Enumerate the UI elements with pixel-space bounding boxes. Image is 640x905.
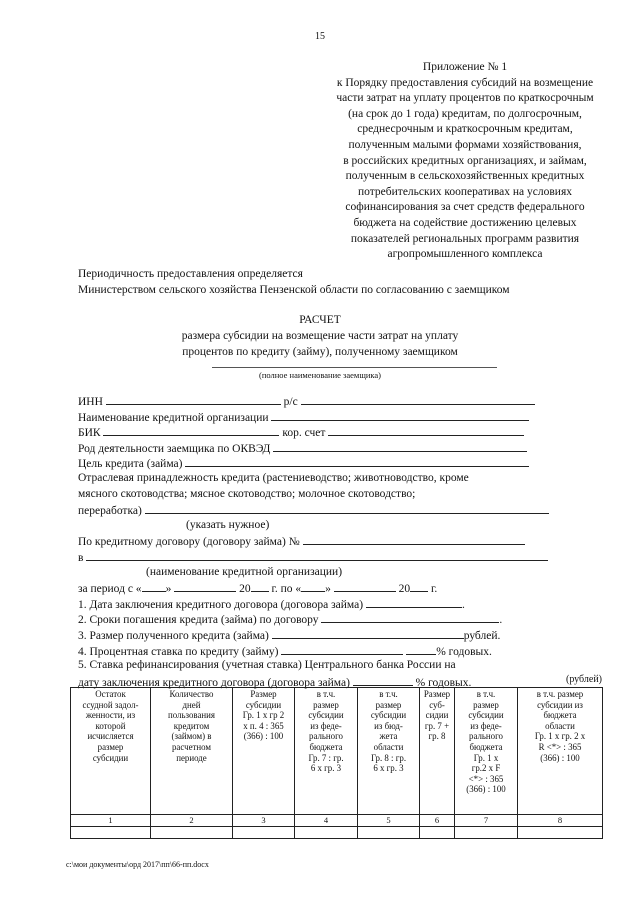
period-from-month[interactable] — [174, 580, 236, 592]
column-header: в т.ч. размер субсидии из феде- рального бюджета Гр. 7 : гр. 6 х гр. 3 — [295, 688, 358, 815]
contract-field[interactable] — [303, 533, 525, 545]
item-3-row — [78, 627, 549, 643]
table-header-row — [71, 688, 603, 815]
item-3-field[interactable] — [272, 627, 464, 639]
column-header: в т.ч. размер субсидии из бюд- жета области Гр. 8 : гр. 6 х гр. 3 — [358, 688, 420, 815]
page-number: 15 — [315, 31, 325, 42]
industry-row-1 — [78, 471, 549, 487]
column-number: 2 — [151, 815, 233, 827]
column-number: 4 — [295, 815, 358, 827]
okved-label: Род деятельности заемщика по ОКВЭД — [78, 442, 271, 455]
rs-field[interactable] — [301, 393, 535, 405]
year-prefix: 20 — [398, 583, 411, 596]
period-row — [78, 580, 549, 596]
subsidy-table — [70, 687, 603, 839]
kor-label: кор. счет — [282, 427, 326, 440]
periodicity-note — [78, 267, 510, 298]
column-header: в т.ч. размер субсидии из феде- рального бюджета Гр. 1 х гр.2 х F <*> : 365 (366) : 100 — [455, 688, 518, 815]
appendix-line: (на срок до 1 года) кредитам, по долгосрочным, — [348, 107, 582, 120]
purpose-field[interactable] — [185, 455, 529, 467]
column-number: 6 — [420, 815, 455, 827]
column-header: Размер субсидии Гр. 1 х гр 2 х п. 4 : 365 (366) : 100 — [233, 688, 295, 815]
industry-field[interactable] — [145, 502, 549, 514]
table-cell[interactable] — [233, 827, 295, 839]
subtitle-line-1: размера субсидии на возмещение части затрат на уплату — [181, 330, 459, 342]
appendix-line: софинансирования за счет средств федерального — [345, 201, 585, 214]
year-prefix: 20 — [239, 583, 251, 596]
column-number: 8 — [518, 815, 603, 827]
period-to-year[interactable] — [410, 580, 428, 592]
borrower-name-line[interactable] — [212, 367, 497, 368]
bik-label: БИК — [78, 427, 101, 440]
inn-label: ИНН — [78, 396, 103, 408]
specify-note: (указать нужное) — [186, 518, 270, 531]
industry-label-2: мясного скотоводства; мясное скотоводство; молочное скотоводство; — [78, 487, 416, 500]
column-header: в т.ч. размер субсидии из бюджета области Гр. 1 х гр. 2 х R <*> : 365 (366) : 100 — [518, 688, 603, 815]
period-from-day[interactable] — [142, 580, 166, 592]
item-4-field-b[interactable] — [406, 643, 436, 655]
table-cell[interactable] — [295, 827, 358, 839]
period-to-day[interactable] — [301, 580, 325, 592]
table-cell[interactable] — [71, 827, 151, 839]
appendix-line: среднесрочным и краткосрочным кредитам, — [357, 123, 573, 136]
okved-field[interactable] — [273, 440, 527, 452]
table-cell[interactable] — [420, 827, 455, 839]
industry-row-3 — [78, 502, 549, 518]
item-4-field-a[interactable] — [281, 643, 403, 655]
column-number: 1 — [71, 815, 151, 827]
appendix-line: потребительских кооперативах на условиях — [358, 185, 572, 198]
item-2-row: 2. Сроки погашения кредита (займа) по договору . — [78, 611, 549, 627]
credit-org-field[interactable] — [271, 409, 529, 421]
quote-close: » — [165, 583, 172, 596]
period-from-label: за период с « — [78, 583, 142, 596]
okved-row — [78, 440, 549, 456]
appendix-line: бюджета на содействие достижению целевых — [353, 216, 577, 229]
column-header: Размер суб- сидии гр. 7 + гр. 8 — [420, 688, 455, 815]
appendix-line: полученным в сельскохозяйственных кредитных — [345, 170, 585, 183]
periodicity-line-2: Министерством сельского хозяйства Пензенской области по согласованию с заемщиком — [78, 283, 510, 296]
item-2-label: 2. Сроки погашения кредита (займа) по договору — [78, 614, 319, 627]
item-4-label: 4. Процентная ставка по кредиту (займу) — [78, 645, 279, 658]
industry-row-2 — [78, 487, 549, 503]
column-number: 5 — [358, 815, 420, 827]
table-number-row — [71, 815, 603, 827]
borrower-caption: (полное наименование заемщика) — [258, 370, 382, 380]
contract-label: По кредитному договору (договору займа) № — [78, 536, 300, 549]
table-cell[interactable] — [358, 827, 420, 839]
purpose-label: Цель кредита (займа) — [78, 458, 183, 471]
item-1-row: 1. Дата заключения кредитного договора (договора займа) . — [78, 596, 549, 612]
item-2-field[interactable] — [321, 611, 499, 623]
rubles-note: (рублей) — [565, 674, 602, 685]
item-5-field[interactable] — [353, 674, 413, 686]
item-3-label: 3. Размер полученного кредита (займа) — [78, 629, 269, 642]
appendix-line: показателей региональных программ развития — [350, 232, 580, 245]
inn-row — [78, 393, 549, 409]
table-cell[interactable] — [518, 827, 603, 839]
quote-close: » — [325, 583, 331, 596]
org-name-note: (наименование кредитной организации) — [146, 565, 343, 578]
inn-field[interactable] — [106, 393, 281, 405]
industry-label-1: Отраслевая принадлежность кредита (растениеводство; животноводство, кроме — [78, 471, 469, 484]
item-5-row-a — [78, 658, 549, 674]
org-in-row — [78, 549, 549, 565]
appendix-line: агропромышленного комплекса — [387, 248, 543, 261]
item-5-label-b: дату заключения кредитного договора (договора займа) — [78, 676, 350, 689]
contract-row — [78, 533, 549, 549]
item-4-unit: % годовых. — [436, 645, 492, 658]
calculation-form — [78, 393, 549, 689]
period-to-label: г. по « — [271, 583, 302, 596]
periodicity-line-1: Периодичность предоставления определяется — [78, 268, 303, 280]
appendix-line: к Порядку предоставления субсидий на возмещение — [336, 76, 594, 89]
item-5-label-a: 5. Ставка рефинансирования (учетная ставка) Центрального банка России на — [78, 659, 456, 672]
document-title: РАСЧЕТ — [299, 314, 341, 326]
item-4-row — [78, 643, 549, 659]
column-number: 7 — [455, 815, 518, 827]
industry-label-3: переработка) — [78, 505, 142, 518]
appendix-header — [300, 60, 630, 263]
appendix-line: Приложение № 1 — [422, 61, 508, 73]
appendix-line: полученным малыми формами хозяйствования, — [348, 138, 582, 151]
period-to-month[interactable] — [334, 580, 396, 592]
appendix-line: в российских кредитных организациях, и займам, — [343, 154, 587, 167]
item-3-unit: рублей. — [463, 629, 501, 642]
table-cell[interactable] — [455, 827, 518, 839]
document-subtitle — [0, 329, 640, 360]
table-cell[interactable] — [151, 827, 233, 839]
file-path-footer: c:\мои документы\орд 2017\пп\66-пп.docx — [66, 860, 209, 869]
column-header: Количество дней пользования кредитом (займом) в расчетном периоде — [151, 688, 233, 815]
org-in-field[interactable] — [86, 549, 548, 561]
item-1-field[interactable] — [366, 596, 462, 608]
item-5-unit: % годовых. — [415, 676, 472, 689]
appendix-line: части затрат на уплату процентов по краткосрочным — [336, 92, 594, 105]
table-row — [71, 827, 603, 839]
year-suffix: г. — [431, 583, 438, 596]
column-number: 3 — [233, 815, 295, 827]
subtitle-line-2: процентов по кредиту (займу), полученному заемщиком — [182, 345, 458, 358]
credit-org-label: Наименование кредитной организации — [78, 411, 269, 424]
bik-field[interactable] — [103, 424, 279, 436]
in-label: в — [78, 551, 84, 564]
rs-label: р/с — [283, 396, 298, 408]
purpose-row — [78, 455, 549, 471]
column-header: Остаток ссудной задол- женности, из которой исчисляется размер субсидии — [71, 688, 151, 815]
bik-row — [78, 424, 549, 440]
period-from-year[interactable] — [251, 580, 269, 592]
kor-field[interactable] — [328, 424, 524, 436]
credit-org-row — [78, 409, 549, 425]
item-1-label: 1. Дата заключения кредитного договора (договора займа) — [78, 598, 364, 611]
